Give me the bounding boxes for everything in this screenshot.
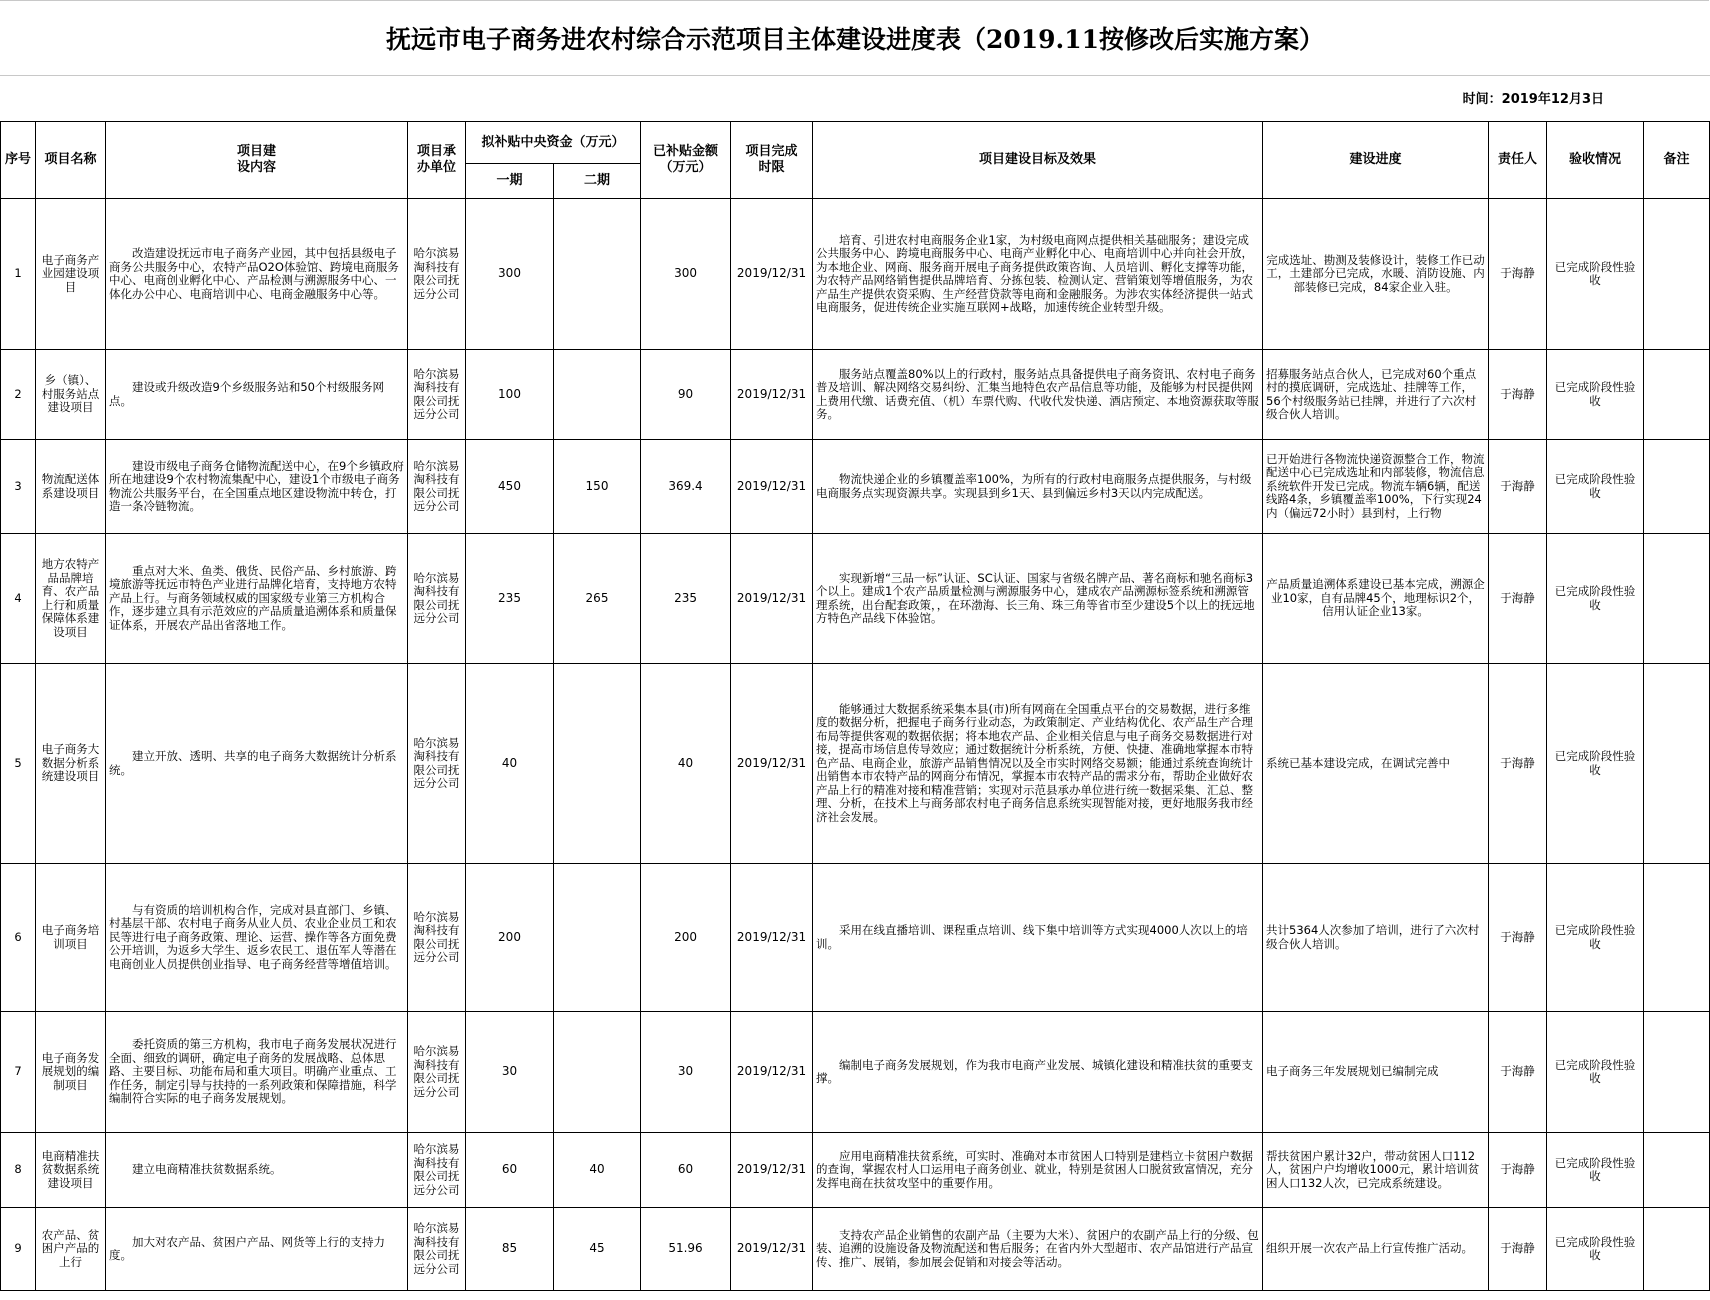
cell-acceptance: 已完成阶段性验收 (1547, 350, 1644, 440)
cell-phase2: 40 (554, 1133, 641, 1208)
cell-subsidized: 30 (641, 1012, 731, 1133)
cell-goals: 能够通过大数据系统采集本县(市)所有网商在全国重点平台的交易数据，进行多维度的数据分析，把握电子商务行业动态，为政策制定、产业结构优化、农产品生产合理布局等提供客观的数据依据；将本地农产品、企业相关信息与电子商务交易数据进行对接，提高市场信息传导效应；通过数据统计分析系统，方便、快捷、准确地掌握本市特色产品、电商企业，旅游产品销售情况以及全市实时网络交易额；能通过系统查询统计出销售本市农特产品的网商分布情况，掌握本市农特产品的需求分布，帮助企业做好农产品上行的精准对接和精准营销；实现对示范县承办单位进行统一数据采集、汇总、整理、分析，在技术上与商务部农村电子商务信息系统实现智能对接，更好地服务我市经济社会发展。 (813, 664, 1263, 864)
cell-phase1: 450 (466, 440, 554, 534)
cell-progress: 系统已基本建设完成，在调试完善中 (1263, 664, 1489, 864)
table-row (1, 864, 1710, 1012)
cell-person: 于海静 (1489, 350, 1547, 440)
cell-progress: 产品质量追溯体系建设已基本完成，溯源企业10家，自有品牌45个，地理标识2个，信用认证企业13家。 (1263, 534, 1489, 664)
cell-deadline: 2019/12/31 (731, 864, 813, 1012)
cell-content: 建设市级电子商务仓储物流配送中心，在9个乡镇政府所在地建设9个农村物流集配中心，建设1个市级电子商务物流公共服务平台，在全国重点地区建设物流中转仓，打造一条冷链物流。 (106, 440, 408, 534)
cell-remarks (1644, 1133, 1710, 1208)
cell-content: 建设或升级改造9个乡级服务站和50个村级服务网点。 (106, 350, 408, 440)
cell-goals: 支持农产品企业销售的农副产品（主要为大米）、贫困户的农副产品上行的分级、包装、追溯的设施设备及物流配送和售后服务；在省内外大型超市、农产品馆进行产品宣传、推广、展销，参加展会促销和对接会等活动。 (813, 1208, 1263, 1291)
cell-progress: 帮扶贫困户累计32户，带动贫困人口112人，贫困户户均增收1000元，累计培训贫困人口132人次，已完成系统建设。 (1263, 1133, 1489, 1208)
cell-seq: 8 (1, 1133, 36, 1208)
cell-goals: 培育、引进农村电商服务企业1家，为村级电商网点提供相关基础服务；建设完成公共服务中心、跨境电商服务中心、电商产业孵化中心、电商培训中心并向社会开放，为本地企业、网商、服务商开展电子商务提供政策咨询、人员培训、孵化支撑等功能，为农特产品网络销售提供品牌培育、分拣包装、检测认定、营销策划等增值服务，为农产品生产提供农资采购、生产经营贷款等电商和金融服务。为涉农实体经济提供一站式电商服务，促进传统企业实施互联网+战略，加速传统企业转型升级。 (813, 199, 1263, 350)
progress-table (0, 121, 1710, 1291)
cell-goals: 采用在线直播培训、课程重点培训、线下集中培训等方式实现4000人次以上的培训。 (813, 864, 1263, 1012)
cell-subsidized: 60 (641, 1133, 731, 1208)
cell-unit: 哈尔滨易淘科技有限公司抚远分公司 (408, 534, 466, 664)
table-row (1, 440, 1710, 534)
cell-phase1: 235 (466, 534, 554, 664)
report-date: 时间：2019年12月3日 (1462, 92, 1604, 107)
cell-deadline: 2019/12/31 (731, 534, 813, 664)
cell-phase2: 265 (554, 534, 641, 664)
cell-name: 电商精准扶贫数据系统建设项目 (36, 1133, 106, 1208)
cell-person: 于海静 (1489, 440, 1547, 534)
cell-person: 于海静 (1489, 1012, 1547, 1133)
cell-phase1: 40 (466, 664, 554, 864)
cell-person: 于海静 (1489, 1133, 1547, 1208)
header-content: 项目建 设内容 (106, 122, 408, 199)
cell-unit: 哈尔滨易淘科技有限公司抚远分公司 (408, 664, 466, 864)
cell-deadline: 2019/12/31 (731, 199, 813, 350)
cell-acceptance: 已完成阶段性验收 (1547, 1208, 1644, 1291)
cell-subsidized: 90 (641, 350, 731, 440)
cell-phase1: 60 (466, 1133, 554, 1208)
table-row (1, 664, 1710, 864)
cell-unit: 哈尔滨易淘科技有限公司抚远分公司 (408, 199, 466, 350)
cell-content: 加大对农产品、贫困户产品、网货等上行的支持力度。 (106, 1208, 408, 1291)
header-remarks: 备注 (1644, 122, 1710, 199)
cell-phase2 (554, 199, 641, 350)
cell-acceptance: 已完成阶段性验收 (1547, 864, 1644, 1012)
cell-name: 乡（镇）、村服务站点建设项目 (36, 350, 106, 440)
cell-unit: 哈尔滨易淘科技有限公司抚远分公司 (408, 1208, 466, 1291)
cell-content: 重点对大米、鱼类、俄货、民俗产品、乡村旅游、跨境旅游等抚远市特色产业进行品牌化培育，支持地方农特产品上行。与商务领域权威的国家级专业第三方机构合作，逐步建立具有示范效应的产品质量追溯体系和质量保证体系，开展农产品出省落地工作。 (106, 534, 408, 664)
cell-remarks (1644, 199, 1710, 350)
cell-phase2 (554, 664, 641, 864)
cell-seq: 5 (1, 664, 36, 864)
cell-content: 改造建设抚远市电子商务产业园，其中包括县级电子商务公共服务中心，农特产品O2O体验馆、跨境电商服务中心、电商创业孵化中心、产品检测与溯源服务中心、一体化办公中心、电商培训中心、电商金融服务中心等。 (106, 199, 408, 350)
header-unit: 项目承 办单位 (408, 122, 466, 199)
header-progress: 建设进度 (1263, 122, 1489, 199)
header-acceptance: 验收情况 (1547, 122, 1644, 199)
cell-phase2: 45 (554, 1208, 641, 1291)
cell-remarks (1644, 664, 1710, 864)
cell-phase1: 85 (466, 1208, 554, 1291)
cell-remarks (1644, 534, 1710, 664)
header-subsidized: 已补贴金额 （万元） (641, 122, 731, 199)
cell-name: 电子商务培训项目 (36, 864, 106, 1012)
cell-progress: 已开始进行各物流快递资源整合工作，物流配送中心已完成选址和内部装修，物流信息系统软件开发已完成。物流车辆6辆，配送线路4条，乡镇覆盖率100%，下行实现24内（偏远72小时）县到村，上行物 (1263, 440, 1489, 534)
cell-name: 电子商务大数据分析系统建设项目 (36, 664, 106, 864)
header-phase1: 一期 (466, 164, 554, 199)
cell-subsidized: 369.4 (641, 440, 731, 534)
cell-person: 于海静 (1489, 1208, 1547, 1291)
header-seq: 序号 (1, 122, 36, 199)
cell-seq: 1 (1, 199, 36, 350)
cell-remarks (1644, 1012, 1710, 1133)
cell-content: 建立电商精准扶贫数据系统。 (106, 1133, 408, 1208)
header-fund: 拟补贴中央资金（万元） (466, 122, 641, 164)
cell-phase2 (554, 350, 641, 440)
cell-deadline: 2019/12/31 (731, 1208, 813, 1291)
cell-unit: 哈尔滨易淘科技有限公司抚远分公司 (408, 1012, 466, 1133)
cell-remarks (1644, 350, 1710, 440)
cell-seq: 3 (1, 440, 36, 534)
header-person: 责任人 (1489, 122, 1547, 199)
table-row (1, 199, 1710, 350)
cell-acceptance: 已完成阶段性验收 (1547, 664, 1644, 864)
cell-phase2 (554, 1012, 641, 1133)
cell-seq: 7 (1, 1012, 36, 1133)
cell-unit: 哈尔滨易淘科技有限公司抚远分公司 (408, 1133, 466, 1208)
cell-phase1: 100 (466, 350, 554, 440)
cell-deadline: 2019/12/31 (731, 350, 813, 440)
cell-progress: 共计5364人次参加了培训，进行了六次村级合伙人培训。 (1263, 864, 1489, 1012)
cell-phase1: 200 (466, 864, 554, 1012)
header-deadline: 项目完成 时限 (731, 122, 813, 199)
cell-seq: 9 (1, 1208, 36, 1291)
cell-name: 电子商务产业园建设项目 (36, 199, 106, 350)
cell-unit: 哈尔滨易淘科技有限公司抚远分公司 (408, 440, 466, 534)
cell-acceptance: 已完成阶段性验收 (1547, 1133, 1644, 1208)
cell-name: 农产品、贫困户产品的上行 (36, 1208, 106, 1291)
cell-phase2 (554, 864, 641, 1012)
cell-goals: 编制电子商务发展规划，作为我市电商产业发展、城镇化建设和精准扶贫的重要支撑。 (813, 1012, 1263, 1133)
cell-goals: 应用电商精准扶贫系统，可实时、准确对本市贫困人口特别是建档立卡贫困户数据的查询，掌握农村人口运用电子商务创业、就业，特别是贫困人口脱贫致富情况，充分发挥电商在扶贫攻坚中的重要作用。 (813, 1133, 1263, 1208)
table-row (1, 534, 1710, 664)
cell-name: 电子商务发展规划的编制项目 (36, 1012, 106, 1133)
cell-remarks (1644, 440, 1710, 534)
cell-deadline: 2019/12/31 (731, 440, 813, 534)
cell-person: 于海静 (1489, 199, 1547, 350)
cell-seq: 6 (1, 864, 36, 1012)
cell-goals: 物流快递企业的乡镇覆盖率100%，为所有的行政村电商服务点提供服务，与村级电商服务点实现资源共享。实现县到乡1天、县到偏远乡村3天以内完成配送。 (813, 440, 1263, 534)
cell-subsidized: 235 (641, 534, 731, 664)
cell-progress: 招募服务站点合伙人，已完成对60个重点村的摸底调研，完成选址、挂牌等工作，56个村级服务站已挂牌，并进行了六次村级合伙人培训。 (1263, 350, 1489, 440)
cell-person: 于海静 (1489, 664, 1547, 864)
header-goals: 项目建设目标及效果 (813, 122, 1263, 199)
cell-remarks (1644, 864, 1710, 1012)
cell-acceptance: 已完成阶段性验收 (1547, 199, 1644, 350)
cell-content: 委托资质的第三方机构，我市电子商务发展状况进行全面、细致的调研，确定电子商务的发展战略、总体思路、主要目标、功能布局和重大项目。明确产业重点、工作任务，制定引导与扶持的一系列政策和保障措施，科学编制符合实际的电子商务发展规划。 (106, 1012, 408, 1133)
cell-progress: 电子商务三年发展规划已编制完成 (1263, 1012, 1489, 1133)
cell-phase1: 30 (466, 1012, 554, 1133)
cell-acceptance: 已完成阶段性验收 (1547, 440, 1644, 534)
cell-goals: 服务站点覆盖80%以上的行政村，服务站点具备提供电子商务资讯、农村电子商务普及培训、解决网络交易纠纷、汇集当地特色农产品信息等功能，及能够为村民提供网上费用代缴、话费充值、（机）车票代购、代收代发快递、酒店预定、本地资源获取等服务。 (813, 350, 1263, 440)
cell-deadline: 2019/12/31 (731, 1012, 813, 1133)
cell-unit: 哈尔滨易淘科技有限公司抚远分公司 (408, 350, 466, 440)
cell-content: 建立开放、透明、共享的电子商务大数据统计分析系统。 (106, 664, 408, 864)
table-row (1, 1208, 1710, 1291)
cell-person: 于海静 (1489, 864, 1547, 1012)
table-row (1, 1012, 1710, 1133)
page-title: 抚远市电子商务进农村综合示范项目主体建设进度表（2019.11按修改后实施方案） (0, 0, 1710, 76)
cell-deadline: 2019/12/31 (731, 664, 813, 864)
cell-acceptance: 已完成阶段性验收 (1547, 1012, 1644, 1133)
cell-name: 地方农特产品品牌培育、农产品上行和质量保障体系建设项目 (36, 534, 106, 664)
cell-seq: 2 (1, 350, 36, 440)
date-row (0, 76, 1709, 122)
table-row (1, 350, 1710, 440)
cell-subsidized: 51.96 (641, 1208, 731, 1291)
cell-name: 物流配送体系建设项目 (36, 440, 106, 534)
cell-phase2: 150 (554, 440, 641, 534)
cell-remarks (1644, 1208, 1710, 1291)
cell-unit: 哈尔滨易淘科技有限公司抚远分公司 (408, 864, 466, 1012)
cell-content: 与有资质的培训机构合作，完成对县直部门、乡镇、村基层干部、农村电子商务从业人员、农业企业员工和农民等进行电子商务政策、理论、运营、操作等各方面免费公开培训，为返乡大学生、返乡农民工、退伍军人等潜在电商创业人员提供创业指导、电子商务经营等增值培训。 (106, 864, 408, 1012)
cell-subsidized: 200 (641, 864, 731, 1012)
table-row (1, 1133, 1710, 1208)
cell-subsidized: 300 (641, 199, 731, 350)
header-name: 项目名称 (36, 122, 106, 199)
cell-phase1: 300 (466, 199, 554, 350)
cell-subsidized: 40 (641, 664, 731, 864)
cell-progress: 完成选址、勘测及装修设计，装修工作已动工，土建部分已完成，水暖、消防设施、内部装修已完成，84家企业入驻。 (1263, 199, 1489, 350)
cell-progress: 组织开展一次农产品上行宣传推广活动。 (1263, 1208, 1489, 1291)
header-phase2: 二期 (554, 164, 641, 199)
cell-deadline: 2019/12/31 (731, 1133, 813, 1208)
cell-acceptance: 已完成阶段性验收 (1547, 534, 1644, 664)
cell-goals: 实现新增“三品一标”认证、SC认证、国家与省级名牌产品、著名商标和驰名商标3个以上。建成1个农产品质量检测与溯源服务中心，建成农产品溯源标签系统和溯源管理系统，出台配套政策，，在环渤海、长三角、珠三角等省市至少建设5个以上的抚远地方特色产品线下体验馆。 (813, 534, 1263, 664)
cell-seq: 4 (1, 534, 36, 664)
cell-person: 于海静 (1489, 534, 1547, 664)
